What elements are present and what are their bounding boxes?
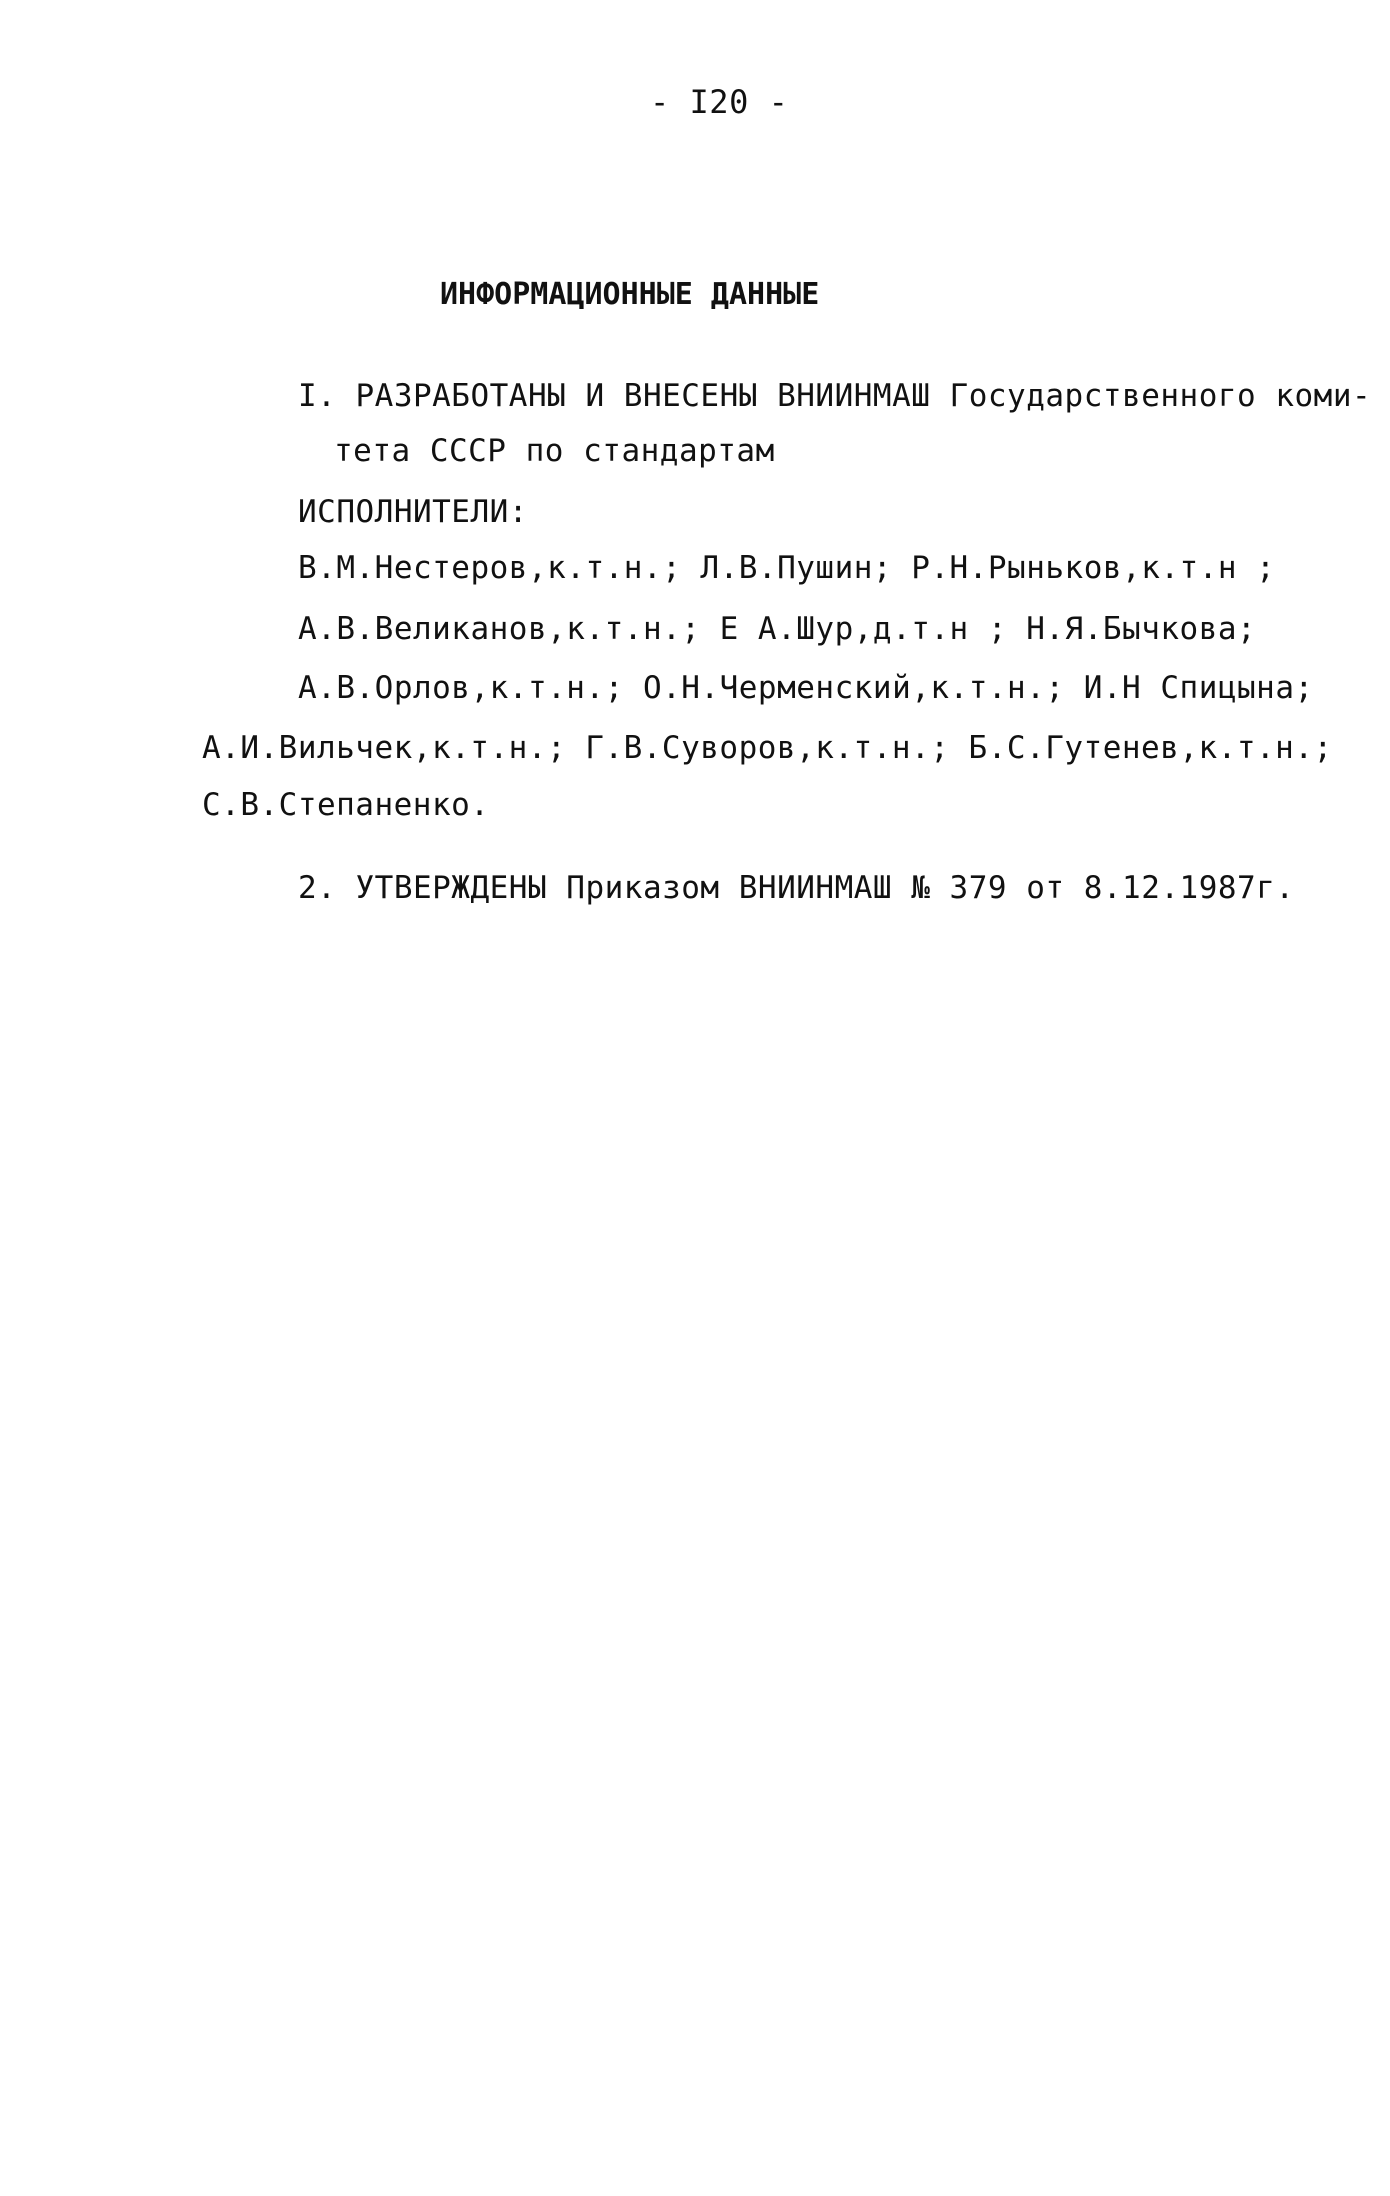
page-number: - I20 - [650, 83, 789, 121]
section1-line1: I. РАЗРАБОТАНЫ И ВНЕСЕНЫ ВНИИНМАШ Государственного коми- [298, 378, 1372, 414]
executors-line-4: А.И.Вильчек,к.т.н.; Г.В.Суворов,к.т.н.; Б.С.Гутенев,к.т.н.; [202, 730, 1333, 766]
executors-line-5: С.В.Степаненко. [202, 787, 490, 823]
section2-line: 2. УТВЕРЖДЕНЫ Приказом ВНИИНМАШ № 379 от 8.12.1987г. [298, 870, 1295, 906]
executors-label: ИСПОЛНИТЕЛИ: [298, 494, 528, 530]
section1-line2: тета СССР по стандартам [334, 433, 775, 469]
executors-line-2: А.В.Великанов,к.т.н.; Е А.Шур,д.т.н ; Н.Я.Бычкова; [298, 611, 1257, 647]
executors-line-1: В.М.Нестеров,к.т.н.; Л.В.Пушин; Р.Н.Рыньков,к.т.н ; [298, 550, 1276, 586]
executors-line-3: А.В.Орлов,к.т.н.; О.Н.Черменский,к.т.н.; И.Н Спицына; [298, 670, 1314, 706]
page-title: ИНФОРМАЦИОННЫЕ ДАННЫЕ [440, 277, 820, 312]
